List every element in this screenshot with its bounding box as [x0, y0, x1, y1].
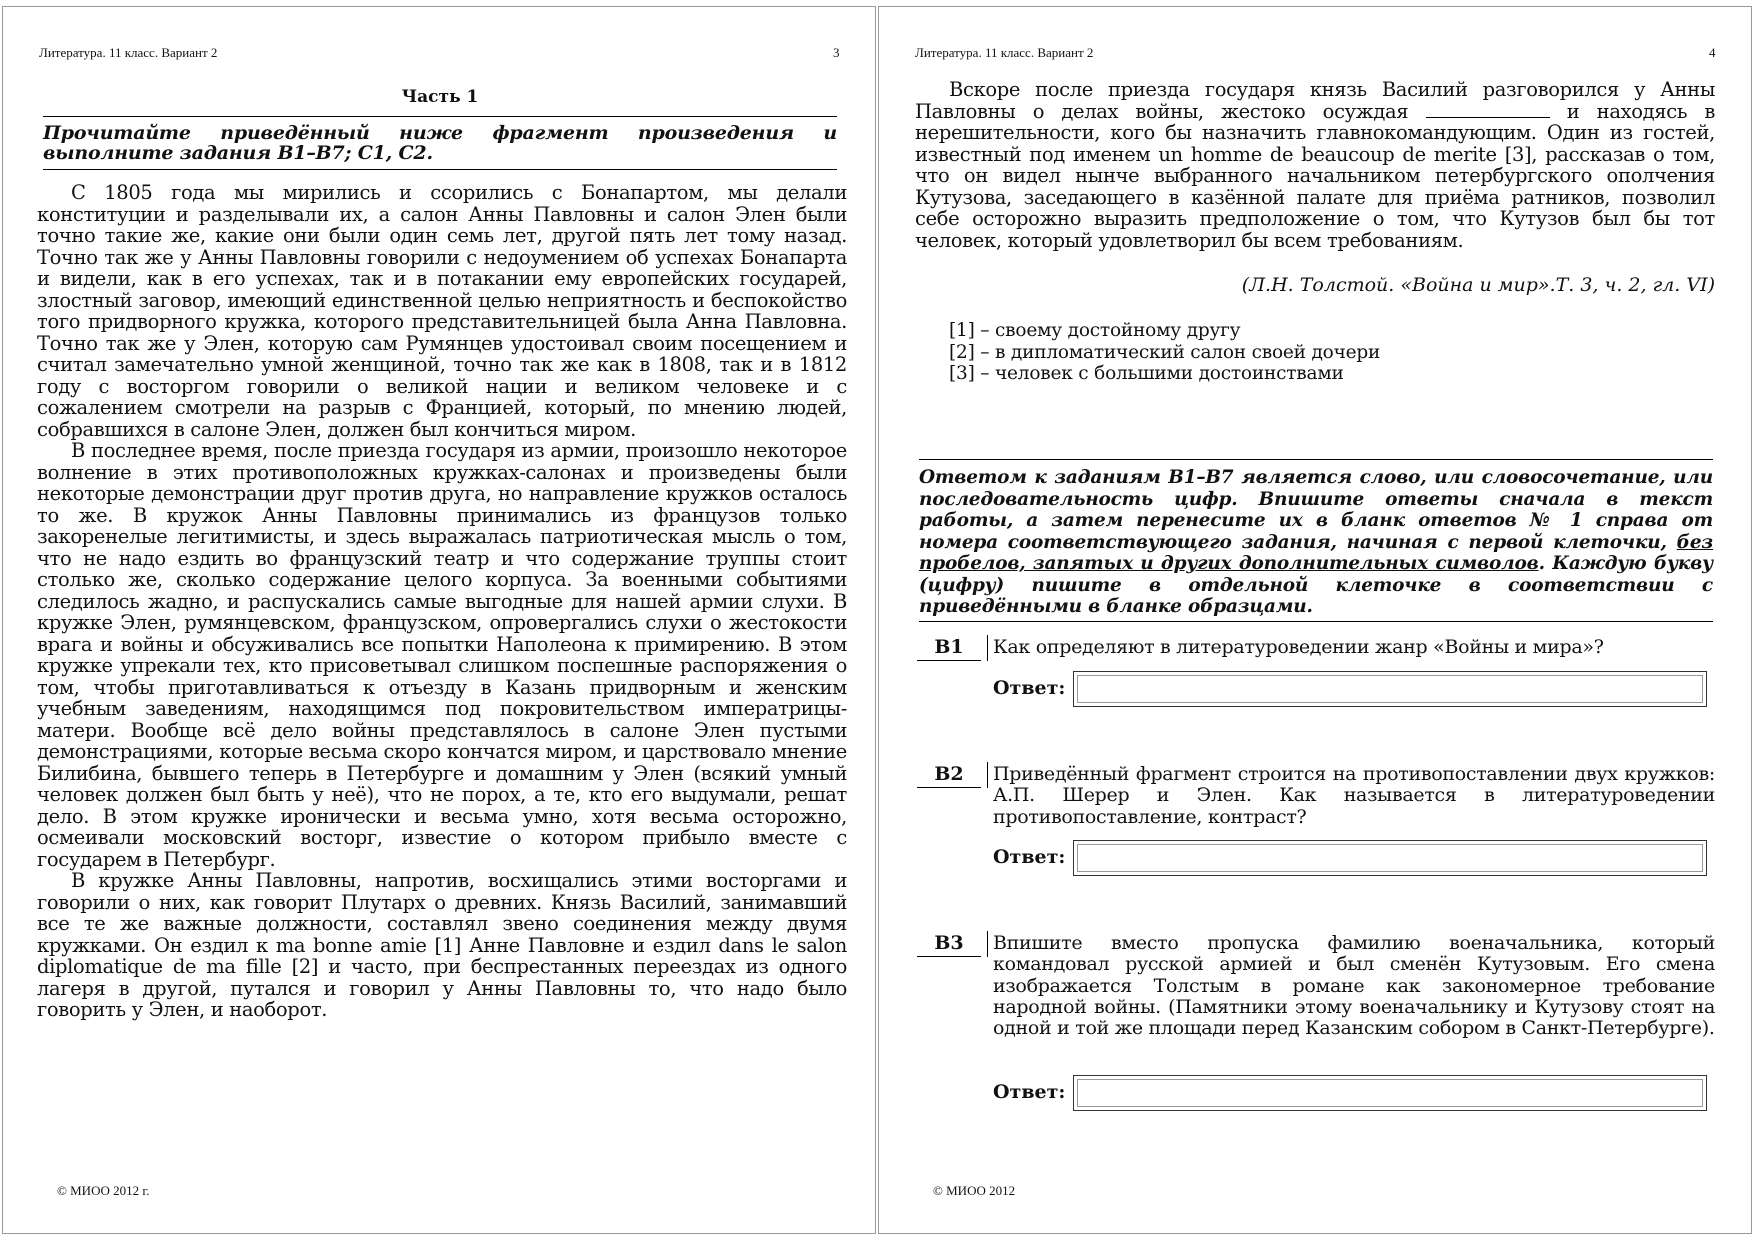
running-header: Литература. 11 класс. Вариант 2 [39, 45, 218, 60]
task-separator [987, 635, 988, 661]
excerpt-paragraph-3: В кружке Анны Павловны, напротив, восхищались этими восторгами и говорили о них, как говорит Плутарх о древних. Князь Василий, занимавший все те же важные должности, составлял звено соединения между двумя кружками. Он ездил к ma bonne amie [1] Анне Павловне и ездил dans le salon diplomatique de ma fille [2] и часто, при беспрестанных переездах из одного лагеря в другой, путался и говорил у Анны Павловны то, что надо было говорить у Элен, и наоборот. [37, 869, 847, 1021]
excerpt-paragraph-4 [915, 79, 1715, 251]
answer-input-b2[interactable] [1073, 840, 1707, 876]
glossary-item: [2] – в дипломатический салон своей дочери [949, 341, 1381, 363]
glossary-item: [3] – человек с большими достоинствами [949, 363, 1344, 384]
divider-top [919, 459, 1713, 460]
instruction-part-1: Ответом к заданиям В1–В7 является слово, или словосочетание, или последовательность цифр. Впишите ответы сначала в текст работы, а затем перенесите их в бланк ответов № 1 справа от номера соответствующего задания, начиная с первой клеточки, [919, 467, 1713, 553]
source-citation: (Л.Н. Толстой. «Война и мир».Т. 3, ч. 2, гл. VI) [1241, 274, 1715, 296]
task-label: В1 [917, 635, 981, 661]
copyright-footer: © МИОО 2012 [933, 1183, 1016, 1198]
task-instruction: Прочитайте приведённый ниже фрагмент произведения и выполните задания В1–В7; С1, С2. [43, 122, 837, 164]
answer-input-b1[interactable] [1073, 671, 1707, 707]
copyright-footer: © МИОО 2012 г. [57, 1183, 150, 1198]
instruction-underlined: без пробелов, запятых и других дополнительных символов [919, 531, 1713, 574]
page-number: 4 [1709, 45, 1716, 60]
answer-label: Ответ: [993, 677, 1066, 699]
answer-label: Ответ: [993, 1081, 1066, 1103]
answer-input-b3[interactable] [1073, 1075, 1707, 1111]
task-b3 [917, 931, 1715, 1111]
task-label: В3 [917, 931, 981, 957]
task-question: Как определяют в литературоведении жанр «Войны и мира»? [993, 636, 1604, 658]
task-question: Приведённый фрагмент строится на противопоставлении двух кружков: А.П. Шерер и Элен. Как называется в литературоведении противопоставление, контраст? [993, 763, 1715, 828]
right-page [878, 6, 1752, 1234]
instruction-part-2: . Каждую букву (цифру) пишите в отдельной клеточке в соответствии с приведёнными в бланке образцами. [919, 553, 1713, 617]
divider-bottom [919, 621, 1713, 622]
part-title: Часть 1 [401, 87, 479, 107]
left-page [2, 6, 876, 1234]
fill-in-blank [1426, 102, 1550, 118]
divider-bottom [43, 169, 837, 170]
paragraph-after-blank: и находясь в нерешительности, кого бы назначить главнокомандующим. Один из гостей, известный под именем un homme de beaucoup de merite [3], рассказав о том, что он видел нынче выбранного начальником петербургского ополчения Кутузова, заседающего в казённой палате для приёма ратников, позволил себе осторожно выразить предположение о том, что Кутузов был бы тот человек, который удовлетворил бы всем требованиям. [915, 99, 1715, 252]
task-separator [987, 931, 988, 957]
divider-top [43, 116, 837, 117]
glossary-item: [1] – своему достойному другу [949, 320, 1241, 341]
glossary-list [949, 320, 1380, 385]
task-b2 [917, 762, 1715, 872]
excerpt-continuation [915, 79, 1715, 251]
answer-instruction [919, 467, 1713, 618]
answer-label: Ответ: [993, 846, 1066, 868]
page-number: 3 [833, 45, 840, 60]
task-label: В2 [917, 762, 981, 788]
task-separator [987, 762, 988, 788]
excerpt-paragraph-1: С 1805 года мы мирились и ссорились с Бонапартом, мы делали конституции и разделывали их, а салон Анны Павловны и салон Элен были точно такие же, какие они были один семь лет, другой пять лет тому назад. Точно так же у Анны Павловны говорили с недоумением об успехах Бонапарта и видели, как в его успехах, так и в потакании ему европейских государей, злостный заговор, имеющий единственной целью неприятность и беспокойство того придворного кружка, которого представительницей была Анна Павловна. Точно так же у Элен, которую сам Румянцев удостоивал своим посещением и считал замечательно умной женщиной, точно так же как в 1808, так и в 1812 году с восторгом говорили о великой нации и великом человеке и с сожалением смотрели на разрыв с Францией, который, по мнению людей, собравшихся в салоне Элен, должен был кончиться миром. [37, 181, 847, 441]
running-header: Литература. 11 класс. Вариант 2 [915, 45, 1094, 60]
task-question: Впишите вместо пропуска фамилию военачальника, который командовал русской армией и был сменён Кутузовым. Его смена изображается Толстым в романе как закономерное требование народной войны. (Памятники этому военачальнику и Кутузову стоят на одной и той же площади перед Казанским собором в Санкт-Петербурге). [993, 932, 1715, 1040]
paragraph-before-blank: Вскоре после приезда государя князь Василий разговорился у Анны Павловны о делах войны, жестоко осуждая [915, 78, 1715, 123]
excerpt-paragraph-2: В последнее время, после приезда государя из армии, произошло некоторое волнение в этих противоположных кружках-салонах и произведены были некоторые демонстрации друг против друга, но направление кружков осталось то же. В кружок Анны Павловны принимались из французов только закоренелые легитимисты, и здесь выражалась патриотическая мысль о том, что не надо ездить во французский театр и что содержание труппы стоит столько же, сколько содержание целого корпуса. За военными событиями следилось жадно, и распускались самые выгодные для нашей армии слухи. В кружке Элен, румянцевском, французском, опровергались слухи о жестокости врага и войны и обсуживались все попытки Наполеона к примирению. В этом кружке упрекали тех, кто присоветывал слишком поспешные распоряжения о том, чтобы приготавливаться к отъезду в Казань придворным и женским учебным заведениям, находящимся под покровительством императрицы-матери. Вообще всё дело войны представлялось в салоне Элен пустыми демонстрациями, которые весьма скоро кончатся миром, и царствовало мнение Билибина, бывшего теперь в Петербурге и домашним у Элен (всякий умный человек должен был быть у неё), что не порох, а те, кто его выдумали, решат дело. В этом кружке иронически и весьма умно, хотя весьма осторожно, осмеивали московский восторг, известие о котором прибыло вместе с государем в Петербург. [37, 439, 847, 871]
excerpt-text [37, 182, 847, 1021]
task-b1 [917, 635, 1715, 705]
